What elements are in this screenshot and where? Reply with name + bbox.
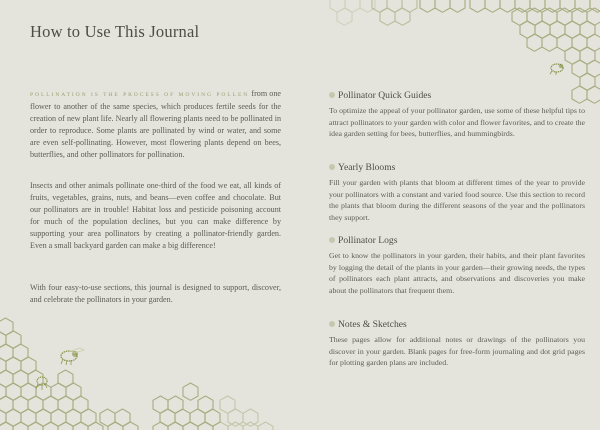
section-body: Fill your garden with plants that bloom at different times of the year to provide your pollinators with a constant and varied food source. Use this section to record the plants that bloom during the different seasons of the year and the pollinators they support. (329, 178, 585, 222)
section-heading (329, 318, 585, 330)
section-body: Get to know the pollinators in your garden, their habits, and their plant favorites by logging the detail of the plants in your garden—their growing needs, the types of pollinators each plant attracts, and observations and discoveries you make about the pollinators that frequent them. (329, 251, 585, 295)
bullet-dot-icon (329, 321, 335, 327)
section-heading (329, 234, 585, 246)
intro-text: from one flower to another of the same species, which produces fertile seeds for the creation of new plant life. Nearly all flowering plants need to be pollinated in order to reproduce. Some plants are pollinated by wind or water, and some are even self-pollinating. However, most flowering plants depend on bees, butterflies, and other pollinators for pollination. (30, 89, 281, 159)
section-title: Pollinator Logs (338, 234, 398, 246)
section-body: These pages allow for additional notes or drawings of the pollinators you discover in your garden. Blank pages for free-form journaling and dot grid pages for plotting garden plans are included. (329, 335, 585, 368)
section-pollinator-logs (329, 234, 585, 296)
intro-lead-caps: POLLINATION IS THE PROCESS OF MOVING POLLEN (30, 92, 250, 98)
section-notes-sketches (329, 318, 585, 369)
bee-illustration-large (58, 345, 86, 367)
page-title: How to Use This Journal (30, 22, 200, 41)
bee-illustration-top-right (548, 60, 566, 76)
bee-illustration-small (33, 373, 51, 391)
bullet-dot-icon (329, 237, 335, 243)
section-title: Yearly Blooms (338, 161, 396, 173)
bullet-dot-icon (329, 164, 335, 170)
section-title: Pollinator Quick Guides (338, 89, 432, 101)
section-quick-guides (329, 89, 585, 140)
paragraph-sections: With four easy-to-use sections, this journal is designed to support, discover, and celebrate the pollinators in your garden. (30, 283, 281, 304)
honeycomb-pattern-bottom-left (0, 300, 310, 430)
paragraph-food: Insects and other animals pollinate one-third of the food we eat, all kinds of fruits, vegetables, grains, nuts, and beans—even coffee and chocolate. But our pollinators are in trouble! Habitat loss and pesticide poisoning account for much of the population declines, but you can make difference by supporting your area pollinators by creating a pollinator-friendly garden. Even a small backyard garden can make a big difference! (30, 181, 281, 250)
section-body: To optimize the appeal of your pollinator garden, use some of these helpful tips to attract pollinators to your garden with color and flower favorites, and to create the idea garden setting for bees, butterflies, and hummingbirds. (329, 106, 585, 139)
section-yearly-blooms (329, 161, 585, 223)
bullet-dot-icon (329, 92, 335, 98)
section-heading (329, 89, 585, 101)
section-title: Notes & Sketches (338, 318, 407, 330)
intro-paragraph (30, 88, 281, 161)
section-heading (329, 161, 585, 173)
